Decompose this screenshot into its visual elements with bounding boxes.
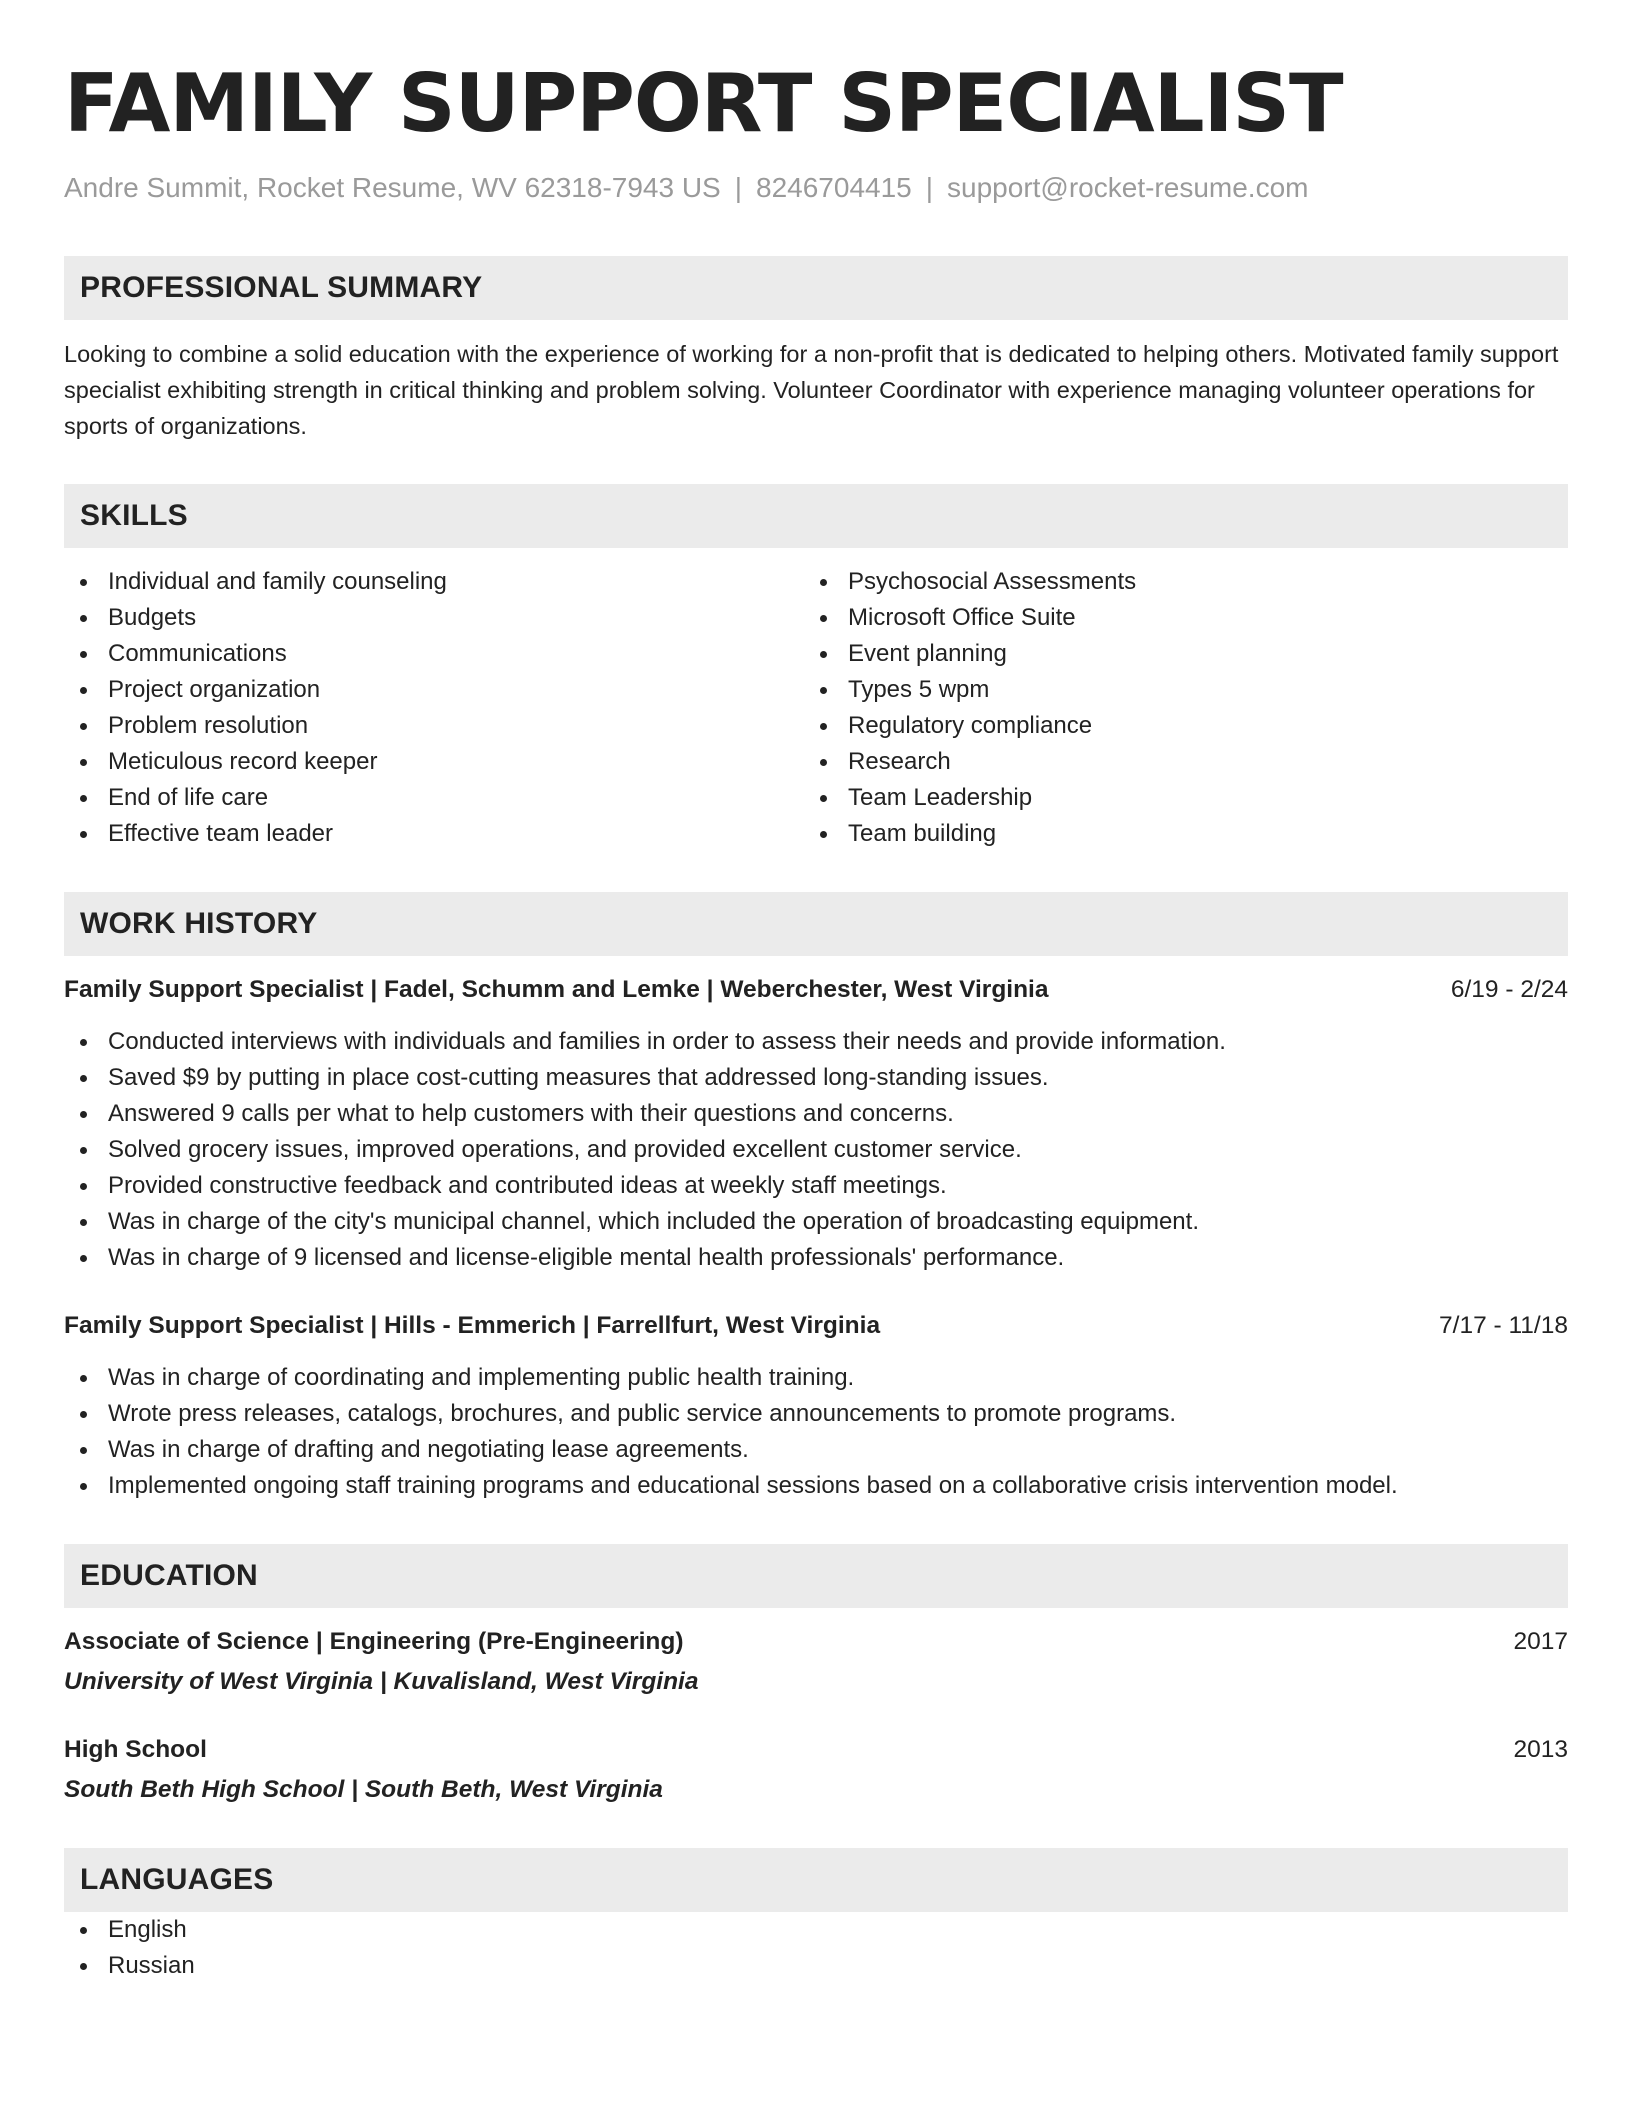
job-header: [64, 972, 1568, 1008]
skill-item: Problem resolution: [64, 708, 804, 744]
job-duties: [64, 1360, 1568, 1504]
education-entry: [64, 1624, 1568, 1700]
skill-item: Meticulous record keeper: [64, 744, 804, 780]
job-duty: Solved grocery issues, improved operations, and provided excellent customer service.: [64, 1132, 1568, 1168]
education-header: [64, 1732, 1568, 1768]
job-duty: Was in charge of coordinating and implementing public health training.: [64, 1360, 1568, 1396]
job-duty: Wrote press releases, catalogs, brochures, and public service announcements to promote programs.: [64, 1396, 1568, 1432]
education-entry: [64, 1732, 1568, 1808]
job-duty: Implemented ongoing staff training programs and educational sessions based on a collaborative crisis intervention model.: [64, 1468, 1568, 1504]
skills-column-left: [64, 564, 804, 852]
skill-item: Budgets: [64, 600, 804, 636]
job-duties: [64, 1024, 1568, 1276]
languages-section: [64, 1848, 1568, 1984]
resume-name: FAMILY SUPPORT SPECIALIST: [64, 57, 1343, 150]
job-title: Family Support Specialist | Hills - Emmerich | Farrellfurt, West Virginia: [64, 1312, 881, 1339]
skills-section: [64, 484, 1568, 852]
skill-item: Psychosocial Assessments: [804, 564, 1544, 600]
section-heading-education: EDUCATION: [64, 1544, 1568, 1608]
education-header: [64, 1624, 1568, 1660]
job-title: Family Support Specialist | Fadel, Schumm and Lemke | Weberchester, West Virginia: [64, 976, 1049, 1003]
section-heading-languages: LANGUAGES: [64, 1848, 1568, 1912]
contact-phone: 8246704415: [756, 172, 912, 203]
education-year: 2017: [1513, 1628, 1568, 1655]
skill-item: Team building: [804, 816, 1544, 852]
section-heading-skills: SKILLS: [64, 484, 1568, 548]
job-duty: Was in charge of the city's municipal channel, which included the operation of broadcasting equipment.: [64, 1204, 1568, 1240]
skill-item: End of life care: [64, 780, 804, 816]
job-duty: Was in charge of drafting and negotiating lease agreements.: [64, 1432, 1568, 1468]
contact-line: [64, 170, 1568, 206]
language-item: English: [64, 1912, 1568, 1948]
work-history-section: [64, 892, 1568, 1504]
language-item: Russian: [64, 1948, 1568, 1984]
job-duty: Provided constructive feedback and contributed ideas at weekly staff meetings.: [64, 1168, 1568, 1204]
skill-item: Project organization: [64, 672, 804, 708]
education-degree: High School: [64, 1736, 207, 1763]
skills-grid: [64, 564, 1568, 852]
job-entry: [64, 1308, 1568, 1504]
languages-list: [64, 1912, 1568, 1984]
skill-item: Effective team leader: [64, 816, 804, 852]
skill-item: Event planning: [804, 636, 1544, 672]
skill-item: Microsoft Office Suite: [804, 600, 1544, 636]
job-entry: [64, 972, 1568, 1276]
job-duty: Was in charge of 9 licensed and license-eligible mental health professionals' performance.: [64, 1240, 1568, 1276]
skill-item: Research: [804, 744, 1544, 780]
contact-address: Andre Summit, Rocket Resume, WV 62318-7943 US: [64, 172, 721, 203]
skills-column-right: [804, 564, 1544, 852]
job-dates: 6/19 - 2/24: [1450, 976, 1568, 1003]
education-school: University of West Virginia | Kuvalisland, West Virginia: [64, 1668, 699, 1695]
job-header: [64, 1308, 1568, 1344]
skill-item: Team Leadership: [804, 780, 1544, 816]
job-duty: Saved $9 by putting in place cost-cutting measures that addressed long-standing issues.: [64, 1060, 1568, 1096]
contact-separator: |: [925, 172, 934, 203]
education-year: 2013: [1513, 1736, 1568, 1763]
contact-email: support@rocket-resume.com: [947, 172, 1309, 203]
job-duty: Conducted interviews with individuals and families in order to assess their needs and provide information.: [64, 1024, 1568, 1060]
summary-section: [64, 256, 1568, 444]
education-school: South Beth High School | South Beth, West Virginia: [64, 1776, 663, 1803]
section-heading-work-history: WORK HISTORY: [64, 892, 1568, 956]
section-heading-summary: PROFESSIONAL SUMMARY: [64, 256, 1568, 320]
education-section: [64, 1544, 1568, 1808]
job-duty: Answered 9 calls per what to help customers with their questions and concerns.: [64, 1096, 1568, 1132]
skill-item: Types 5 wpm: [804, 672, 1544, 708]
summary-text: Looking to combine a solid education with the experience of working for a non-profit that is dedicated to helping others. Motivated family support specialist exhibiting strength in critical thinking and problem solving. Volunteer Coordinator with experience managing volunteer operations for sports of organizations.: [64, 341, 1559, 439]
skill-item: Regulatory compliance: [804, 708, 1544, 744]
job-dates: 7/17 - 11/18: [1439, 1312, 1568, 1339]
education-degree: Associate of Science | Engineering (Pre-Engineering): [64, 1628, 684, 1655]
contact-separator: |: [734, 172, 743, 203]
skill-item: Communications: [64, 636, 804, 672]
skill-item: Individual and family counseling: [64, 564, 804, 600]
